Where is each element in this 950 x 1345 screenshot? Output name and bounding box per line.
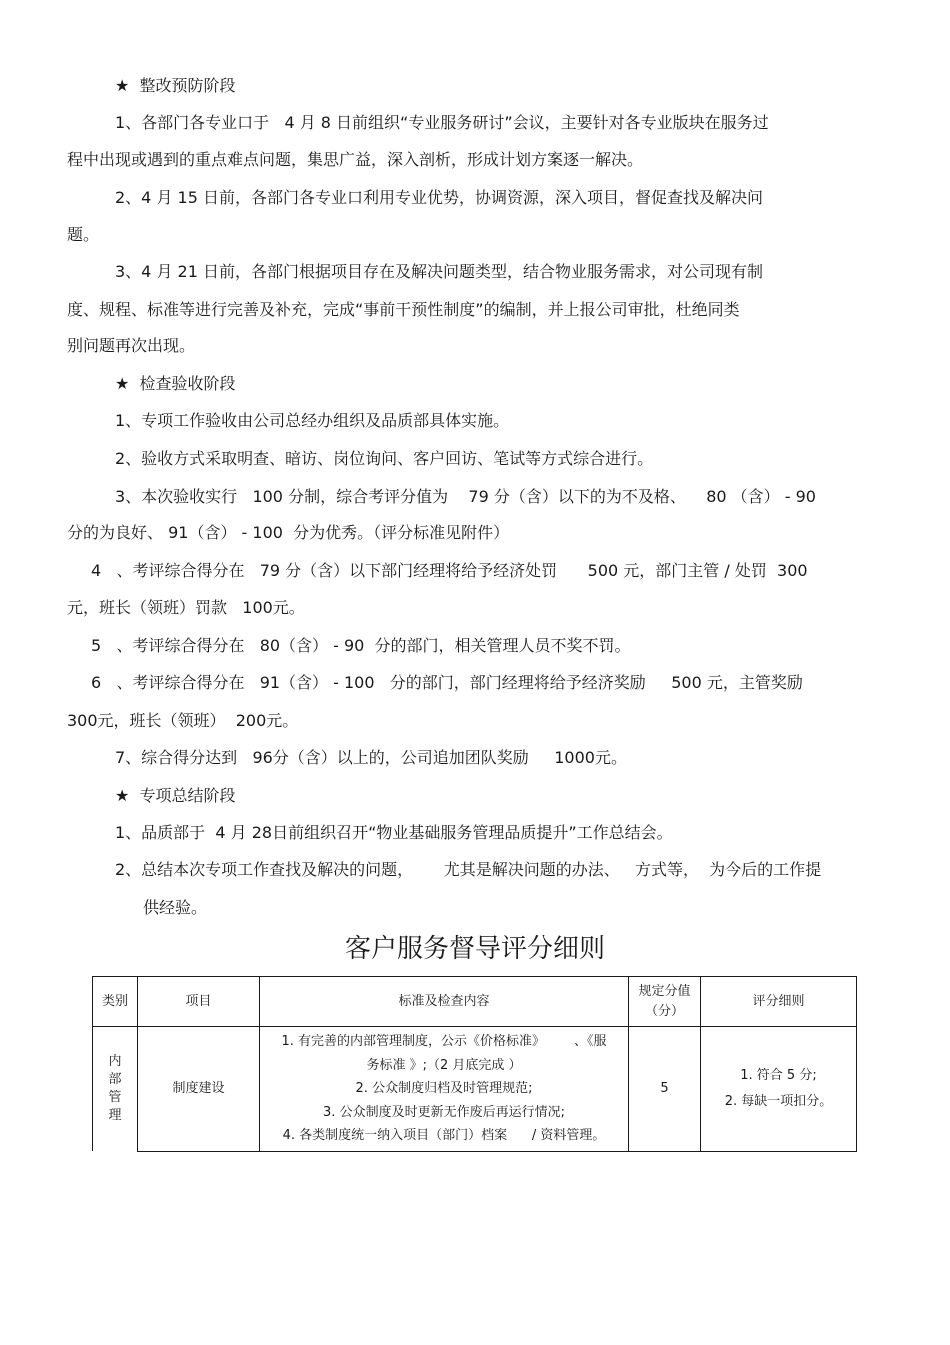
standard-line: 4. 各类制度统一纳入项目（部门）档案 / 资料管理。 [282, 1128, 606, 1143]
header-rules: 评分细则 [701, 977, 857, 1027]
paragraph-line: 题。 [67, 225, 100, 244]
cell-standards [260, 1027, 629, 1152]
paragraph-line: 度、规程、标准等进行完善及补充，完成“事前干预性制度”的编制，并上报公司审批，杜绝同类 [67, 300, 740, 319]
table-row [93, 1027, 857, 1152]
cell-item: 制度建设 [138, 1027, 260, 1152]
cell-rules [701, 1027, 857, 1152]
header-item: 项目 [138, 977, 260, 1027]
header-score-label: 规定分值 （分） [638, 983, 691, 1019]
rule-line: 2. 每缺一项扣分。 [724, 1093, 833, 1109]
paragraph-line: 6 、考评综合得分在 91（含） - 100 分的部门，部门经理将给予经济奖励 500 元，主管奖励 [91, 673, 803, 692]
header-score [629, 977, 701, 1027]
section-heading-summary: ★ 专项总结阶段 [115, 786, 236, 805]
header-category: 类别 [93, 977, 138, 1027]
standard-line: 2. 公众制度归档及时管理规范; [355, 1081, 533, 1096]
section-heading-rectification: ★ 整改预防阶段 [115, 76, 236, 95]
paragraph-line: 分的为良好、 91（含） - 100 分为优秀。（评分标准见附件） [67, 523, 510, 542]
paragraph-line: 2、4 月 15 日前，各部门各专业口利用专业优势，协调资源，深入项目，督促查找及解决问 [115, 188, 763, 207]
category-text: 内部管理 [108, 1054, 122, 1123]
paragraph-line: 1、品质部于 4 月 28日前组织召开“物业基础服务管理品质提升”工作总结会。 [115, 823, 673, 842]
scoring-table [92, 976, 857, 1152]
standard-line: 务标准 》;（2 月底完成 ） [366, 1057, 522, 1073]
table-title: 客户服务督导评分细则 [344, 934, 605, 964]
paragraph-line: 7、综合得分达到 96分（含）以上的，公司追加团队奖励 1000元。 [115, 748, 627, 767]
cell-category [93, 1027, 138, 1152]
paragraph-line: 2、总结本次专项工作查找及解决的问题， 尤其是解决问题的办法、 方式等， 为今后的工作提 [115, 860, 822, 879]
paragraph-line: 元，班长（领班）罚款 100元。 [67, 598, 305, 617]
paragraph-line: 1、专项工作验收由公司总经办组织及品质部具体实施。 [115, 411, 510, 430]
paragraph-line: 3、本次验收实行 100 分制，综合考评分值为 79 分（含）以下的为不及格、 80 （含） - 90 [115, 487, 816, 506]
cell-score: 5 [629, 1027, 701, 1152]
paragraph-line: 5 、考评综合得分在 80（含） - 90 分的部门，相关管理人员不奖不罚。 [91, 636, 631, 655]
standard-line: 3. 公众制度及时更新无作废后再运行情况; [323, 1104, 565, 1120]
table-header-row [93, 977, 857, 1027]
paragraph-line: 1、各部门各专业口于 4 月 8 日前组织“专业服务研讨”会议，主要针对各专业版块在服务过 [115, 113, 769, 132]
paragraph-line: 3、4 月 21 日前，各部门根据项目存在及解决问题类型，结合物业服务需求，对公司现有制 [115, 262, 763, 281]
standard-line: 1. 有完善的内部管理制度，公示《价格标准》 、《服 [281, 1034, 607, 1049]
paragraph-line: 供经验。 [143, 898, 208, 917]
paragraph-line: 别问题再次出现。 [67, 336, 196, 355]
paragraph-line: 300元，班长（领班） 200元。 [67, 711, 299, 730]
paragraph-line: 4 、考评综合得分在 79 分（含）以下部门经理将给予经济处罚 500 元，部门主管 / 处罚 300 [91, 561, 808, 580]
header-standards: 标准及检查内容 [260, 977, 629, 1027]
section-heading-inspection: ★ 检查验收阶段 [115, 374, 236, 393]
paragraph-line: 程中出现或遇到的重点难点问题，集思广益，深入剖析，形成计划方案逐一解决。 [67, 150, 644, 169]
rule-line: 1. 符合 5 分; [740, 1067, 817, 1083]
paragraph-line: 2、验收方式采取明查、暗访、岗位询问、客户回访、笔试等方式综合进行。 [115, 449, 654, 468]
